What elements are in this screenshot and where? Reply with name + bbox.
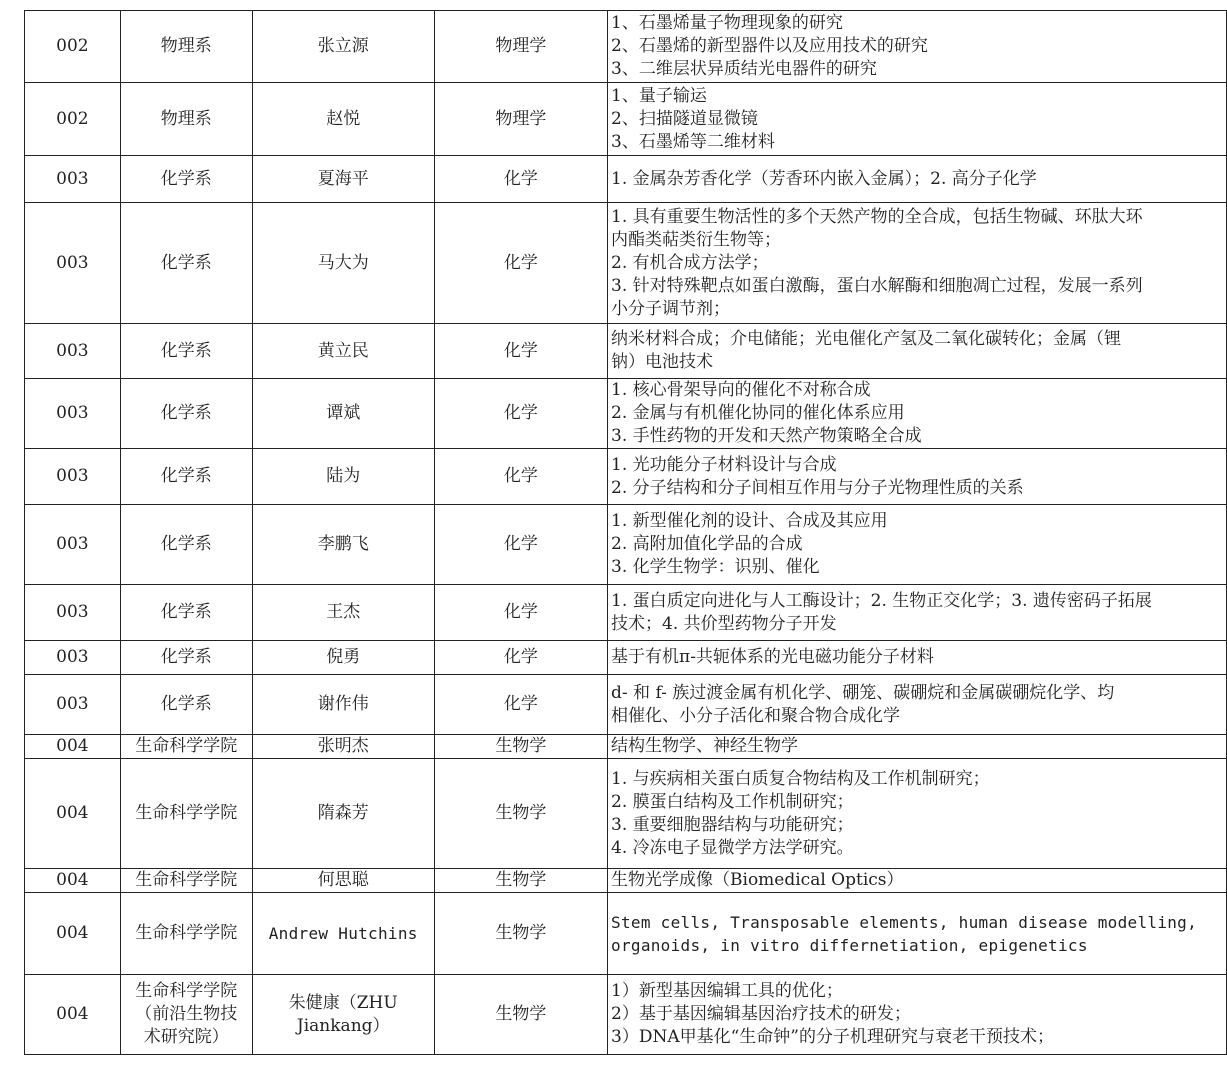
research-direction-cell bbox=[608, 156, 1227, 203]
research-direction-cell-line: 2. 分子结构和分子间相互作用与分子光物理性质的关系 bbox=[611, 477, 1024, 498]
supervisor-name-cell-line: 王杰 bbox=[326, 602, 361, 622]
unit-code-cell bbox=[25, 449, 121, 505]
table-row bbox=[25, 324, 1227, 379]
supervisor-name-cell bbox=[252, 585, 434, 641]
department-cell-line: 生命科学学院 bbox=[135, 803, 238, 823]
research-direction-cell bbox=[608, 893, 1227, 975]
unit-code-cell bbox=[25, 585, 121, 641]
research-direction-cell-line: 生物光学成像（Biomedical Optics） bbox=[611, 870, 904, 890]
table-row bbox=[25, 449, 1227, 505]
supervisor-name-cell-line: 隋森芳 bbox=[317, 803, 369, 823]
department-cell-line: 生命科学学院 bbox=[135, 736, 238, 756]
major-cell bbox=[434, 975, 607, 1055]
research-direction-cell-line: organoids, in vitro differnetiation, epigenetics bbox=[611, 935, 1088, 955]
unit-code-cell bbox=[25, 759, 121, 869]
unit-code-cell bbox=[25, 675, 121, 735]
major-cell-line: 生物学 bbox=[495, 870, 547, 890]
department-cell-line: （前沿生物技 bbox=[135, 1004, 238, 1024]
research-direction-cell-line: 4. 冷冻电子显微学方法学研究。 bbox=[611, 837, 854, 858]
research-direction-cell-line: 相催化、小分子活化和聚合物合成化学 bbox=[611, 705, 901, 726]
research-direction-cell-line: 1. 光功能分子材料设计与合成 bbox=[611, 454, 837, 475]
department-cell bbox=[120, 893, 252, 975]
major-cell bbox=[434, 893, 607, 975]
unit-code-cell-line: 003 bbox=[56, 534, 89, 554]
department-cell bbox=[120, 759, 252, 869]
table-row bbox=[25, 156, 1227, 203]
research-direction-cell bbox=[608, 11, 1227, 83]
major-cell-line: 化学 bbox=[503, 694, 538, 714]
major-cell bbox=[434, 675, 607, 735]
department-cell-line: 化学系 bbox=[160, 168, 212, 189]
department-cell bbox=[120, 11, 252, 83]
major-cell bbox=[434, 83, 607, 156]
department-cell bbox=[120, 324, 252, 379]
research-direction-cell bbox=[608, 759, 1227, 869]
supervisor-name-cell bbox=[252, 735, 434, 759]
department-cell bbox=[120, 449, 252, 505]
major-cell bbox=[434, 203, 607, 324]
unit-code-cell-line: 004 bbox=[56, 923, 89, 943]
department-cell-line: 物理系 bbox=[160, 108, 212, 129]
major-cell-line: 化学 bbox=[503, 647, 538, 667]
department-cell bbox=[120, 735, 252, 759]
major-cell bbox=[434, 759, 607, 869]
unit-code-cell bbox=[25, 505, 121, 585]
major-cell-line: 生物学 bbox=[495, 736, 547, 756]
research-direction-cell-line: 1. 金属杂芳香化学（芳香环内嵌入金属）；2. 高分子化学 bbox=[611, 168, 1037, 189]
unit-code-cell bbox=[25, 893, 121, 975]
unit-code-cell bbox=[25, 324, 121, 379]
department-cell bbox=[120, 505, 252, 585]
research-direction-cell-line: 结构生物学、神经生物学 bbox=[611, 736, 799, 756]
table-row bbox=[25, 869, 1227, 893]
faculty-table-body bbox=[25, 11, 1227, 1055]
major-cell-line: 化学 bbox=[503, 252, 538, 273]
supervisor-name-cell bbox=[252, 893, 434, 975]
department-cell bbox=[120, 585, 252, 641]
supervisor-name-cell-line: 朱健康（ZHU bbox=[288, 992, 398, 1013]
research-direction-cell-line: 3）DNA甲基化“生命钟”的分子机理研究与衰老干预技术； bbox=[611, 1027, 1054, 1047]
supervisor-name-cell bbox=[252, 11, 434, 83]
department-cell-line: 化学系 bbox=[160, 252, 212, 273]
supervisor-name-cell bbox=[252, 379, 434, 449]
major-cell-line: 化学 bbox=[503, 466, 538, 486]
major-cell-line: 生物学 bbox=[495, 1004, 547, 1024]
research-direction-cell-line: 1、石墨烯量子物理现象的研究 bbox=[611, 13, 843, 33]
research-direction-cell bbox=[608, 585, 1227, 641]
research-direction-cell-line: 3. 手性药物的开发和天然产物策略全合成 bbox=[611, 426, 922, 446]
department-cell-line: 化学系 bbox=[160, 534, 212, 554]
unit-code-cell bbox=[25, 379, 121, 449]
table-row bbox=[25, 379, 1227, 449]
supervisor-name-cell bbox=[252, 203, 434, 324]
department-cell-line: 化学系 bbox=[160, 694, 212, 714]
unit-code-cell-line: 003 bbox=[56, 466, 89, 486]
research-direction-cell bbox=[608, 324, 1227, 379]
supervisor-name-cell bbox=[252, 759, 434, 869]
research-direction-cell bbox=[608, 975, 1227, 1055]
major-cell bbox=[434, 11, 607, 83]
supervisor-name-cell bbox=[252, 324, 434, 379]
unit-code-cell bbox=[25, 735, 121, 759]
department-cell bbox=[120, 641, 252, 675]
supervisor-name-cell-line: 张明杰 bbox=[317, 736, 369, 756]
major-cell-line: 化学 bbox=[503, 340, 538, 361]
major-cell bbox=[434, 324, 607, 379]
department-cell-line: 化学系 bbox=[160, 340, 212, 361]
major-cell-line: 化学 bbox=[503, 602, 538, 622]
research-direction-cell-line: 2）基于基因编辑基因治疗技术的研发； bbox=[611, 1004, 911, 1024]
major-cell-line: 生物学 bbox=[495, 923, 547, 943]
table-row bbox=[25, 893, 1227, 975]
supervisor-name-cell-line: 何思聪 bbox=[317, 870, 369, 890]
major-cell bbox=[434, 156, 607, 203]
research-direction-cell-line: 纳米材料合成；介电储能；光电催化产氢及二氧化碳转化；金属（锂 bbox=[611, 329, 1122, 349]
research-direction-cell bbox=[608, 735, 1227, 759]
supervisor-name-cell-line: 李鹏飞 bbox=[317, 534, 369, 554]
research-direction-cell-line: 1. 与疾病相关蛋白质复合物结构及工作机制研究； bbox=[611, 768, 990, 789]
research-direction-cell bbox=[608, 869, 1227, 893]
major-cell bbox=[434, 641, 607, 675]
unit-code-cell-line: 003 bbox=[56, 694, 89, 714]
supervisor-name-cell bbox=[252, 505, 434, 585]
supervisor-name-cell-line: 夏海平 bbox=[317, 168, 369, 189]
research-direction-cell-line: 3. 重要细胞器结构与功能研究； bbox=[611, 814, 854, 835]
unit-code-cell-line: 004 bbox=[56, 870, 89, 890]
unit-code-cell-line: 003 bbox=[56, 340, 89, 361]
unit-code-cell-line: 003 bbox=[56, 647, 89, 667]
unit-code-cell bbox=[25, 203, 121, 324]
department-cell bbox=[120, 379, 252, 449]
major-cell bbox=[434, 869, 607, 893]
major-cell bbox=[434, 449, 607, 505]
research-direction-cell-line: 2. 金属与有机催化协同的催化体系应用 bbox=[611, 403, 905, 423]
research-direction-cell-line: 2、石墨烯的新型器件以及应用技术的研究 bbox=[611, 36, 928, 56]
research-direction-cell-line: 技术；4. 共价型药物分子开发 bbox=[611, 613, 837, 634]
major-cell-line: 物理学 bbox=[495, 36, 547, 56]
table-row bbox=[25, 11, 1227, 83]
table-row bbox=[25, 675, 1227, 735]
unit-code-cell-line: 003 bbox=[56, 602, 89, 622]
supervisor-name-cell bbox=[252, 641, 434, 675]
research-direction-cell-line: Stem cells, Transposable elements, human disease modelling, bbox=[611, 912, 1198, 932]
research-direction-cell-line: 1. 具有重要生物活性的多个天然产物的全合成，包括生物碱、环肽大环 bbox=[611, 206, 1143, 227]
research-direction-cell bbox=[608, 203, 1227, 324]
major-cell-line: 物理学 bbox=[495, 108, 547, 129]
major-cell-line: 化学 bbox=[503, 534, 538, 554]
supervisor-name-cell-line: 黄立民 bbox=[317, 340, 369, 361]
research-direction-cell bbox=[608, 379, 1227, 449]
supervisor-name-cell bbox=[252, 869, 434, 893]
supervisor-name-cell bbox=[252, 975, 434, 1055]
supervisor-name-cell-line: 倪勇 bbox=[326, 647, 361, 667]
supervisor-name-cell-line: 张立源 bbox=[317, 36, 369, 56]
table-row bbox=[25, 759, 1227, 869]
unit-code-cell bbox=[25, 83, 121, 156]
department-cell bbox=[120, 203, 252, 324]
unit-code-cell-line: 002 bbox=[56, 36, 89, 56]
unit-code-cell bbox=[25, 11, 121, 83]
research-direction-cell bbox=[608, 505, 1227, 585]
research-direction-cell bbox=[608, 449, 1227, 505]
research-direction-cell-line: 1. 核心骨架导向的催化不对称合成 bbox=[611, 380, 871, 400]
research-direction-cell-line: 2. 有机合成方法学； bbox=[611, 252, 769, 273]
research-direction-cell-line: 2、扫描隧道显微镜 bbox=[611, 108, 758, 129]
major-cell-line: 化学 bbox=[503, 403, 538, 423]
department-cell bbox=[120, 83, 252, 156]
unit-code-cell-line: 003 bbox=[56, 403, 89, 423]
research-direction-cell-line: 小分子调节剂； bbox=[611, 298, 731, 319]
supervisor-name-cell-line: 赵悦 bbox=[326, 108, 361, 129]
faculty-table bbox=[24, 10, 1227, 1055]
research-direction-cell-line: 1、量子输运 bbox=[611, 85, 707, 106]
supervisor-name-cell bbox=[252, 449, 434, 505]
unit-code-cell bbox=[25, 156, 121, 203]
unit-code-cell-line: 003 bbox=[56, 252, 89, 273]
table-row bbox=[25, 83, 1227, 156]
research-direction-cell bbox=[608, 83, 1227, 156]
unit-code-cell-line: 002 bbox=[56, 108, 89, 129]
major-cell bbox=[434, 379, 607, 449]
supervisor-name-cell-line: Jiankang） bbox=[296, 1015, 390, 1036]
supervisor-name-cell-line: 马大为 bbox=[317, 252, 369, 273]
research-direction-cell-line: 3、二维层状异质结光电器件的研究 bbox=[611, 59, 877, 79]
department-cell-line: 化学系 bbox=[160, 602, 212, 622]
major-cell-line: 化学 bbox=[503, 168, 538, 189]
unit-code-cell bbox=[25, 869, 121, 893]
research-direction-cell-line: 钠）电池技术 bbox=[611, 352, 714, 372]
research-direction-cell-line: 1. 新型催化剂的设计、合成及其应用 bbox=[611, 511, 888, 531]
table-row bbox=[25, 735, 1227, 759]
department-cell bbox=[120, 869, 252, 893]
department-cell-line: 化学系 bbox=[160, 403, 212, 423]
supervisor-name-cell-line: 谭斌 bbox=[326, 403, 361, 423]
department-cell-line: 物理系 bbox=[160, 36, 212, 56]
supervisor-name-cell bbox=[252, 83, 434, 156]
department-cell bbox=[120, 975, 252, 1055]
table-row bbox=[25, 641, 1227, 675]
research-direction-cell-line: 2. 膜蛋白结构及工作机制研究； bbox=[611, 791, 854, 812]
table-row bbox=[25, 975, 1227, 1055]
table-row bbox=[25, 585, 1227, 641]
supervisor-name-cell-line: Andrew Hutchins bbox=[268, 924, 418, 943]
supervisor-name-cell-line: 谢作伟 bbox=[317, 694, 369, 714]
unit-code-cell-line: 004 bbox=[56, 1004, 89, 1024]
department-cell-line: 生命科学学院 bbox=[135, 923, 238, 943]
major-cell bbox=[434, 585, 607, 641]
unit-code-cell-line: 004 bbox=[56, 803, 89, 823]
unit-code-cell-line: 004 bbox=[56, 736, 89, 756]
research-direction-cell-line: 1）新型基因编辑工具的优化； bbox=[611, 981, 843, 1001]
department-cell bbox=[120, 675, 252, 735]
research-direction-cell-line: 内酯类萜类衍生物等； bbox=[611, 229, 782, 250]
research-direction-cell-line: 3. 化学生物学：识别、催化 bbox=[611, 557, 820, 577]
department-cell bbox=[120, 156, 252, 203]
supervisor-name-cell bbox=[252, 156, 434, 203]
department-cell-line: 生命科学学院 bbox=[135, 981, 238, 1001]
department-cell-line: 化学系 bbox=[160, 466, 212, 486]
major-cell-line: 生物学 bbox=[495, 803, 547, 823]
unit-code-cell bbox=[25, 975, 121, 1055]
unit-code-cell-line: 003 bbox=[56, 168, 89, 189]
supervisor-name-cell-line: 陆为 bbox=[326, 466, 361, 486]
supervisor-name-cell bbox=[252, 675, 434, 735]
table-row bbox=[25, 203, 1227, 324]
research-direction-cell bbox=[608, 641, 1227, 675]
research-direction-cell-line: 3. 针对特殊靶点如蛋白激酶，蛋白水解酶和细胞凋亡过程，发展一系列 bbox=[611, 275, 1143, 296]
department-cell-line: 化学系 bbox=[160, 647, 212, 667]
table-row bbox=[25, 505, 1227, 585]
research-direction-cell-line: 基于有机π-共轭体系的光电磁功能分子材料 bbox=[611, 647, 934, 667]
research-direction-cell-line: 1. 蛋白质定向进化与人工酶设计；2. 生物正交化学；3. 遗传密码子拓展 bbox=[611, 590, 1152, 611]
department-cell-line: 生命科学学院 bbox=[135, 870, 238, 890]
unit-code-cell bbox=[25, 641, 121, 675]
research-direction-cell-line: d- 和 f- 族过渡金属有机化学、硼笼、碳硼烷和金属碳硼烷化学、均 bbox=[611, 682, 1115, 703]
research-direction-cell bbox=[608, 675, 1227, 735]
research-direction-cell-line: 2. 高附加值化学品的合成 bbox=[611, 534, 803, 554]
major-cell bbox=[434, 505, 607, 585]
research-direction-cell-line: 3、石墨烯等二维材料 bbox=[611, 131, 775, 152]
major-cell bbox=[434, 735, 607, 759]
department-cell-line: 术研究院） bbox=[143, 1027, 229, 1047]
